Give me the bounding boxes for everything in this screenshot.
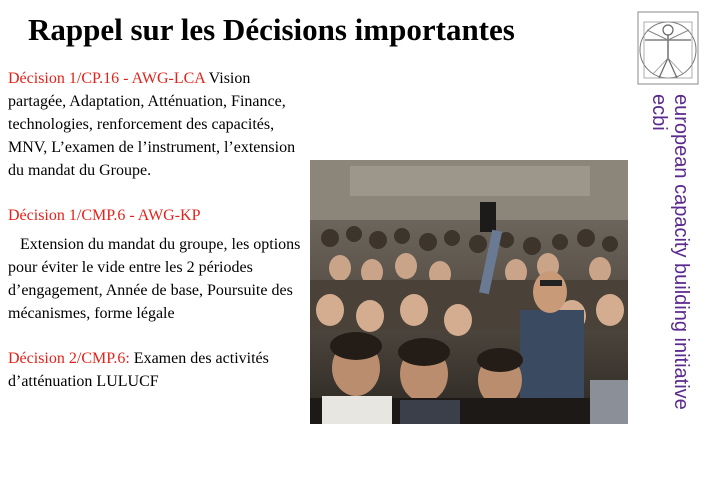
decision-label: Décision 1/CMP.6 - AWG-KP <box>8 207 201 224</box>
conference-audience-photo <box>310 160 628 424</box>
decision-item <box>8 67 304 182</box>
decision-label: Décision 1/CP.16 - AWG-LCA <box>8 70 205 87</box>
brand-acronym: ecbi <box>648 94 670 131</box>
decision-item <box>8 347 304 393</box>
ecbi-brand-text <box>648 94 692 454</box>
decisions-list <box>8 67 304 393</box>
decision-text: Extension du mandat du groupe, les options pour éviter le vide entre les 2 périodes d’engagement, Année de base, Poursuite des mécanismes, forme légale <box>8 236 301 322</box>
decision-item <box>8 204 304 227</box>
brand-initiative: european capacity building initiative <box>670 94 692 410</box>
vitruvian-man-icon <box>635 8 701 88</box>
decision-text: Vision partagée, Adaptation, Atténuation, Finance, technologies, renforcement des capacités, MNV, L’examen de l’instrument, l’extension du mandat du Groupe. <box>8 70 296 179</box>
decision-label: Décision 2/CMP.6: <box>8 350 130 367</box>
slide-title: Rappel sur les Décisions importantes <box>28 12 515 47</box>
decision-text: Examen des activités d’atténuation LULUCF <box>8 350 269 390</box>
